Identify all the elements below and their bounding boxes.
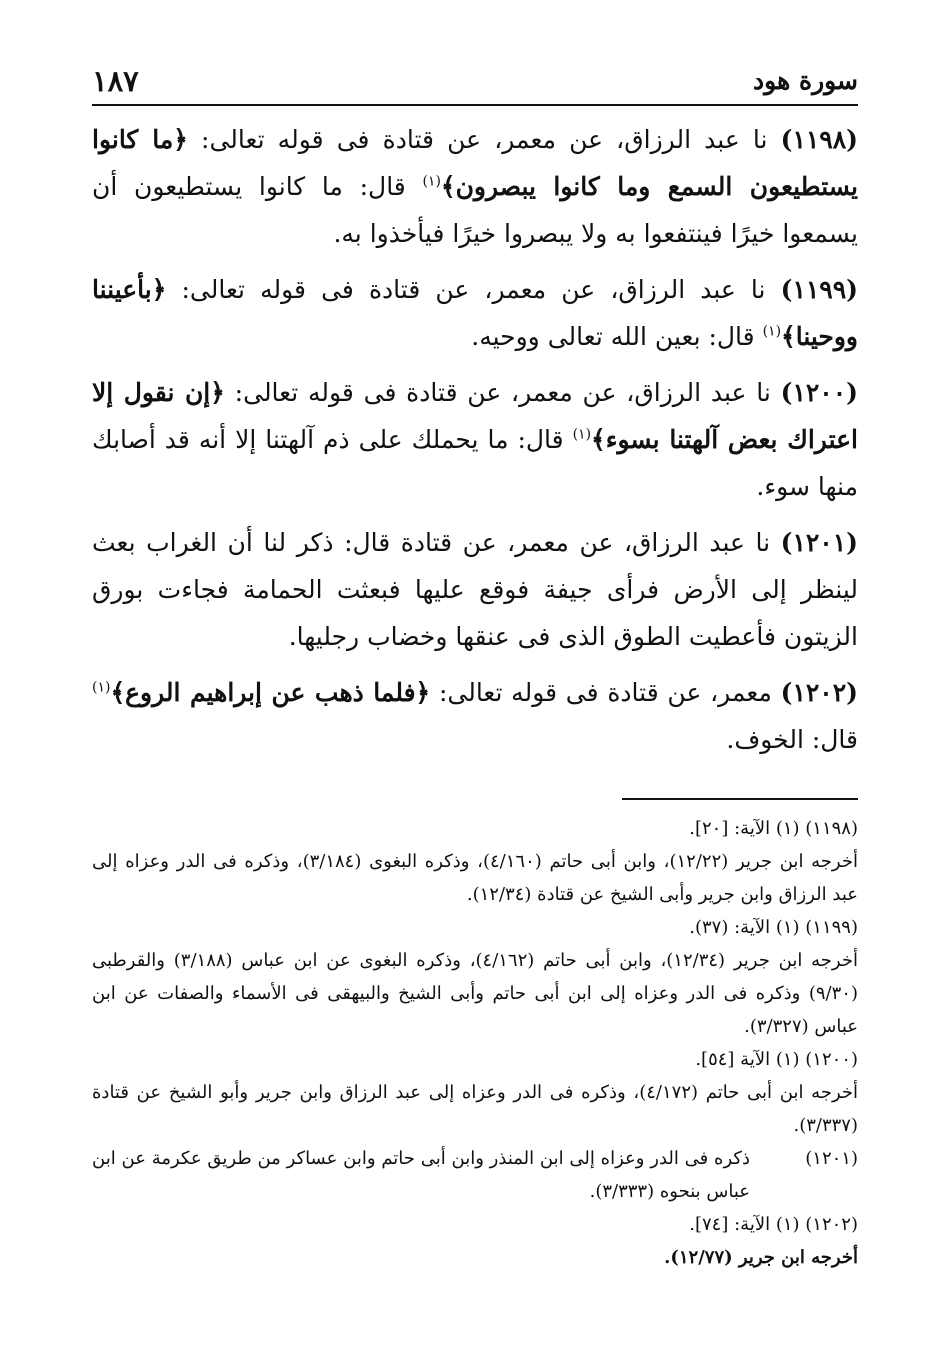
hadith-number: (١١٩٩) — [780, 275, 858, 304]
hadith-number: (١١٩٨) — [780, 125, 858, 154]
hadith-number: (١٢٠٠) — [780, 378, 859, 407]
main-text — [92, 116, 858, 763]
page — [92, 58, 858, 1274]
hadith-text: قال: ما كانوا يستطيعون أن يسمعوا خيرًا فينتفعوا به ولا يبصروا خيرًا فيأخذوا به. — [92, 172, 858, 248]
footnote-heading-1202: (١٢٠٢) (١) الآية: [٧٤]. — [689, 1214, 858, 1235]
footnote-mark: (١) — [92, 679, 111, 696]
hadith-text: نا عبد الرزاق، عن معمر، عن قتادة قال: ذكر لنا أن الغراب بعث لينظر إلى الأرض فرأى جيفة فوقع عليها فبعثت الحمامة فجاءت بورق الزيتون فأعطيت الطوق الذى فى عنقها وخضاب رجليها. — [92, 528, 858, 651]
surah-name: سورة هود — [753, 66, 858, 95]
quran-verse: ﴿فلما ذهب عن إبراهيم الروع﴾ — [110, 678, 431, 707]
hadith-text: معمر، عن قتادة فى قوله تعالى: — [430, 678, 781, 707]
hadith-number: (١٢٠١) — [780, 528, 858, 557]
hadith-1200 — [92, 369, 858, 510]
hadith-1199 — [92, 266, 858, 360]
footnote-mark: (١) — [422, 173, 441, 190]
hadith-text: نا عبد الرزاق، عن معمر، عن قتادة فى قوله تعالى: — [187, 125, 781, 154]
hadith-number: (١٢٠٢) — [780, 678, 859, 707]
quran-verse: ﴿بأعيننا ووحينا﴾ — [92, 275, 858, 351]
page-number: ١٨٧ — [92, 64, 139, 98]
footnote-mark: (١) — [572, 426, 592, 443]
footnote-body-1202: أخرجه ابن جرير (١٢/٧٧). — [664, 1247, 858, 1268]
footnote-heading-1200: (١٢٠٠) (١) الآية [٥٤]. — [695, 1049, 858, 1070]
quran-verse: ﴿ما كانوا يستطيعون السمع وما كانوا يبصرون﴾ — [92, 125, 858, 201]
footnote-separator — [622, 798, 858, 800]
footnote-body-1200: أخرجه ابن أبى حاتم (٤/١٧٢)، وذكره فى الدر وعزاه إلى عبد الرزاق وابن جرير وأبو الشيخ عن قتادة (٣/٣٣٧). — [92, 1082, 858, 1136]
footnote-body-1198: أخرجه ابن جرير (١٢/٢٢)، وابن أبى حاتم (٤/١٦٠)، وذكره البغوى (٣/١٨٤)، وذكره فى الدر وعزاه إلى عبد الرزاق وابن جرير وأبى الشيخ عن قتادة (١٢/٣٤). — [92, 851, 858, 905]
footnote-mark: (١) — [762, 323, 782, 340]
hadith-1198 — [92, 116, 858, 257]
footnotes — [92, 812, 858, 1274]
footnote-body-1201: ذكره فى الدر وعزاه إلى ابن المنذر وابن أبى حاتم وابن عساكر من طريق عكرمة عن ابن عباس بنحوه (٣/٣٣٣). — [92, 1148, 750, 1202]
quran-verse: ﴿إن نقول إلا اعتراك بعض آلهتنا بسوء﴾ — [92, 378, 858, 454]
page-header — [92, 58, 858, 106]
hadith-1201 — [92, 519, 858, 660]
footnote-body-1199: أخرجه ابن جرير (١٢/٣٤)، وابن أبى حاتم (٤/١٦٢)، وذكره البغوى عن ابن عباس (٣/١٨٨) والقرطبى (٩/٣٠) وذكره فى الدر وعزاه إلى ابن أبى حاتم وأبى الشيخ والبيهقى فى الأسماء والصفات عن ابن عباس (٣/٣٢٧). — [92, 950, 858, 1037]
hadith-text: نا عبد الرزاق، عن معمر، عن قتادة فى قوله تعالى: — [166, 275, 781, 304]
hadith-text: قال: الخوف. — [726, 725, 858, 754]
hadith-1202 — [92, 669, 858, 763]
hadith-text: نا عبد الرزاق، عن معمر، عن قتادة فى قوله تعالى: — [224, 378, 781, 407]
footnote-number-1201: (١٢٠١) — [805, 1148, 858, 1169]
footnote-1201 — [92, 1142, 858, 1208]
hadith-text: قال: بعين الله تعالى ووحيه. — [471, 322, 763, 351]
footnote-heading-1199: (١١٩٩) (١) الآية: (٣٧). — [689, 917, 858, 938]
footnote-heading-1198: (١١٩٨) (١) الآية: [٢٠]. — [689, 818, 858, 839]
hadith-text: قال: ما يحملك على ذم آلهتنا إلا أنه قد أصابك منها سوء. — [92, 425, 858, 501]
